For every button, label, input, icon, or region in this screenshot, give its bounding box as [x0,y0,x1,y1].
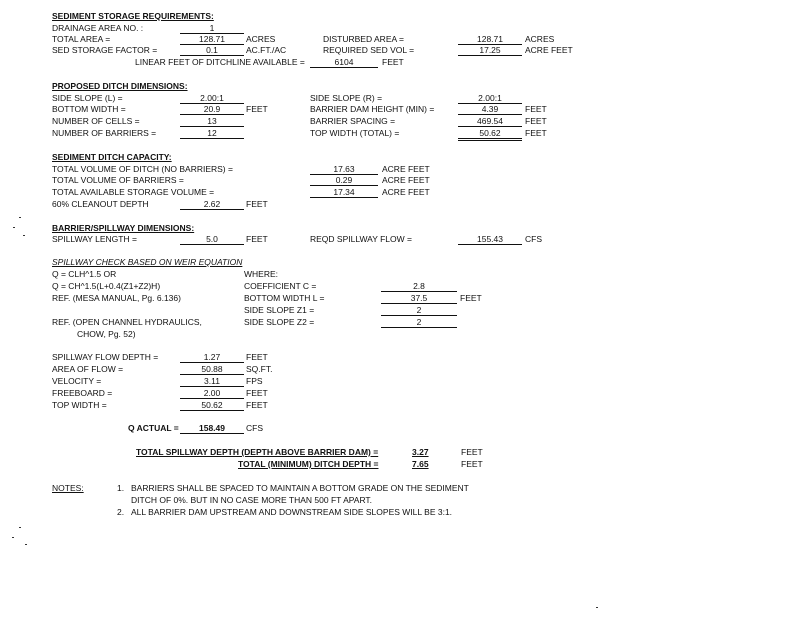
bottom-width-label: BOTTOM WIDTH = [52,104,126,114]
ditch-depth-value: 7.65 [412,459,429,469]
spillway-length-value: 5.0 [180,234,244,245]
barrier-height-label: BARRIER DAM HEIGHT (MIN) = [310,104,435,114]
barriers-label: NUMBER OF BARRIERS = [52,128,157,138]
barrier-spacing-value: 469.54 [458,116,522,127]
q-actual-unit: CFS [246,423,263,433]
weir-ref1: REF. (MESA MANUAL, Pg. 6.136) [52,293,181,303]
linear-feet-unit: FEET [382,57,404,67]
cleanout-value: 2.62 [180,199,244,210]
scan-speck [12,537,14,538]
capacity-heading: SEDIMENT DITCH CAPACITY: [52,152,172,162]
cleanout-unit: FEET [246,199,268,209]
flow-area-unit: SQ.FT. [246,364,273,374]
total-area-unit: ACRES [246,34,276,44]
vol-barriers-value: 0.29 [310,175,378,186]
req-sed-vol-unit: ACRE FEET [525,45,573,55]
top-width-unit: FEET [525,128,547,138]
barrier-height-value: 4.39 [458,104,522,115]
linear-feet-value: 6104 [310,57,378,68]
avail-storage-unit: ACRE FEET [382,187,430,197]
flow-top-width-unit: FEET [246,400,268,410]
side-slope-z1-label: SIDE SLOPE Z1 = [244,305,315,315]
ditch-depth-unit: FEET [461,459,483,469]
flow-top-width-label: TOP WIDTH = [52,400,107,410]
sed-factor-value: 0.1 [180,45,244,56]
weir-ref2b: CHOW, Pg. 52) [77,329,136,339]
cleanout-label: 60% CLEANOUT DEPTH [52,199,149,209]
avail-storage-value: 17.34 [310,187,378,198]
spill-depth-value: 3.27 [412,447,429,457]
dimensions-heading: PROPOSED DITCH DIMENSIONS: [52,81,188,91]
note-1-line-1: BARRIERS SHALL BE SPACED TO MAINTAIN A BOTTOM GRADE ON THE SEDIMENT [131,483,469,493]
bottom-width-l-unit: FEET [460,293,482,303]
scan-speck [19,217,21,218]
spillway-length-label: SPILLWAY LENGTH = [52,234,137,244]
flow-depth-unit: FEET [246,352,268,362]
spillway-heading: BARRIER/SPILLWAY DIMENSIONS: [52,223,195,233]
top-width-value: 50.62 [458,128,522,141]
velocity-unit: FPS [246,376,263,386]
scan-speck [19,527,21,528]
scan-speck [25,544,27,545]
velocity-value: 3.11 [180,376,244,387]
side-slope-z2-value: 2 [381,317,457,328]
freeboard-value: 2.00 [180,388,244,399]
vol-ditch-value: 17.63 [310,164,378,175]
vol-barriers-unit: ACRE FEET [382,175,430,185]
side-slope-l-label: SIDE SLOPE (L) = [52,93,123,103]
req-sed-vol-label: REQUIRED SED VOL = [323,45,415,55]
barrier-height-unit: FEET [525,104,547,114]
total-area-label: TOTAL AREA = [52,34,111,44]
vol-ditch-label: TOTAL VOLUME OF DITCH (NO BARRIERS) = [52,164,233,174]
scan-speck [23,235,25,236]
q-actual-label: Q ACTUAL = [128,423,179,433]
flow-area-value: 50.88 [180,364,244,375]
req-sed-vol-value: 17.25 [458,45,522,56]
notes-label: NOTES: [52,483,84,493]
ditch-depth-label: TOTAL (MINIMUM) DITCH DEPTH = [238,459,379,469]
flow-depth-label: SPILLWAY FLOW DEPTH = [52,352,159,362]
spill-depth-label: TOTAL SPILLWAY DEPTH (DEPTH ABOVE BARRIER DAM) = [136,447,379,457]
storage-heading: SEDIMENT STORAGE REQUIREMENTS: [52,11,214,21]
cells-label: NUMBER OF CELLS = [52,116,140,126]
coefficient-label: COEFFICIENT C = [244,281,317,291]
note-2-line: ALL BARRIER DAM UPSTREAM AND DOWNSTREAM SIDE SLOPES WILL BE 3:1. [131,507,453,517]
barrier-spacing-unit: FEET [525,116,547,126]
total-area-value: 128.71 [180,34,244,45]
weir-heading: SPILLWAY CHECK BASED ON WEIR EQUATION [52,257,243,267]
scan-speck [13,227,15,228]
flow-top-width-value: 50.62 [180,400,244,411]
vol-barriers-label: TOTAL VOLUME OF BARRIERS = [52,175,184,185]
barriers-value: 12 [180,128,244,139]
drainage-area-no-value: 1 [180,23,244,34]
reqd-flow-unit: CFS [525,234,542,244]
coefficient-value: 2.8 [381,281,457,292]
disturbed-area-value: 128.71 [458,34,522,45]
velocity-label: VELOCITY = [52,376,102,386]
bottom-width-unit: FEET [246,104,268,114]
cells-value: 13 [180,116,244,127]
sed-factor-label: SED STORAGE FACTOR = [52,45,158,55]
side-slope-r-value: 2.00:1 [458,93,522,104]
linear-feet-label: LINEAR FEET OF DITCHLINE AVAILABLE = [135,57,305,67]
note-2-number: 2. [117,507,125,517]
note-1-number: 1. [117,483,125,493]
weir-ref2a: REF. (OPEN CHANNEL HYDRAULICS, [52,317,202,327]
flow-area-label: AREA OF FLOW = [52,364,124,374]
top-width-label: TOP WIDTH (TOTAL) = [310,128,400,138]
note-1-line-2: DITCH OF 0%. BUT IN NO CASE MORE THAN 500 FT APART. [131,495,373,505]
side-slope-l-value: 2.00:1 [180,93,244,104]
weir-where: WHERE: [244,269,278,279]
bottom-width-l-value: 37.5 [381,293,457,304]
weir-eq1: Q = CLH^1.5 OR [52,269,117,279]
reqd-flow-label: REQD SPILLWAY FLOW = [310,234,412,244]
bottom-width-l-label: BOTTOM WIDTH L = [244,293,325,303]
q-actual-value: 158.49 [180,423,244,434]
freeboard-unit: FEET [246,388,268,398]
side-slope-z1-value: 2 [381,305,457,316]
disturbed-area-label: DISTURBED AREA = [323,34,405,44]
bottom-width-value: 20.9 [180,104,244,115]
reqd-flow-value: 155.43 [458,234,522,245]
scan-speck [596,607,598,608]
avail-storage-label: TOTAL AVAILABLE STORAGE VOLUME = [52,187,215,197]
weir-eq2: Q = CH^1.5(L+0.4(Z1+Z2)H) [52,281,161,291]
disturbed-area-unit: ACRES [525,34,555,44]
side-slope-z2-label: SIDE SLOPE Z2 = [244,317,315,327]
sed-factor-unit: AC.FT./AC [246,45,287,55]
vol-ditch-unit: ACRE FEET [382,164,430,174]
side-slope-r-label: SIDE SLOPE (R) = [310,93,383,103]
freeboard-label: FREEBOARD = [52,388,113,398]
flow-depth-value: 1.27 [180,352,244,363]
spill-depth-unit: FEET [461,447,483,457]
barrier-spacing-label: BARRIER SPACING = [310,116,396,126]
drainage-area-no-label: DRAINAGE AREA NO. : [52,23,144,33]
spillway-length-unit: FEET [246,234,268,244]
